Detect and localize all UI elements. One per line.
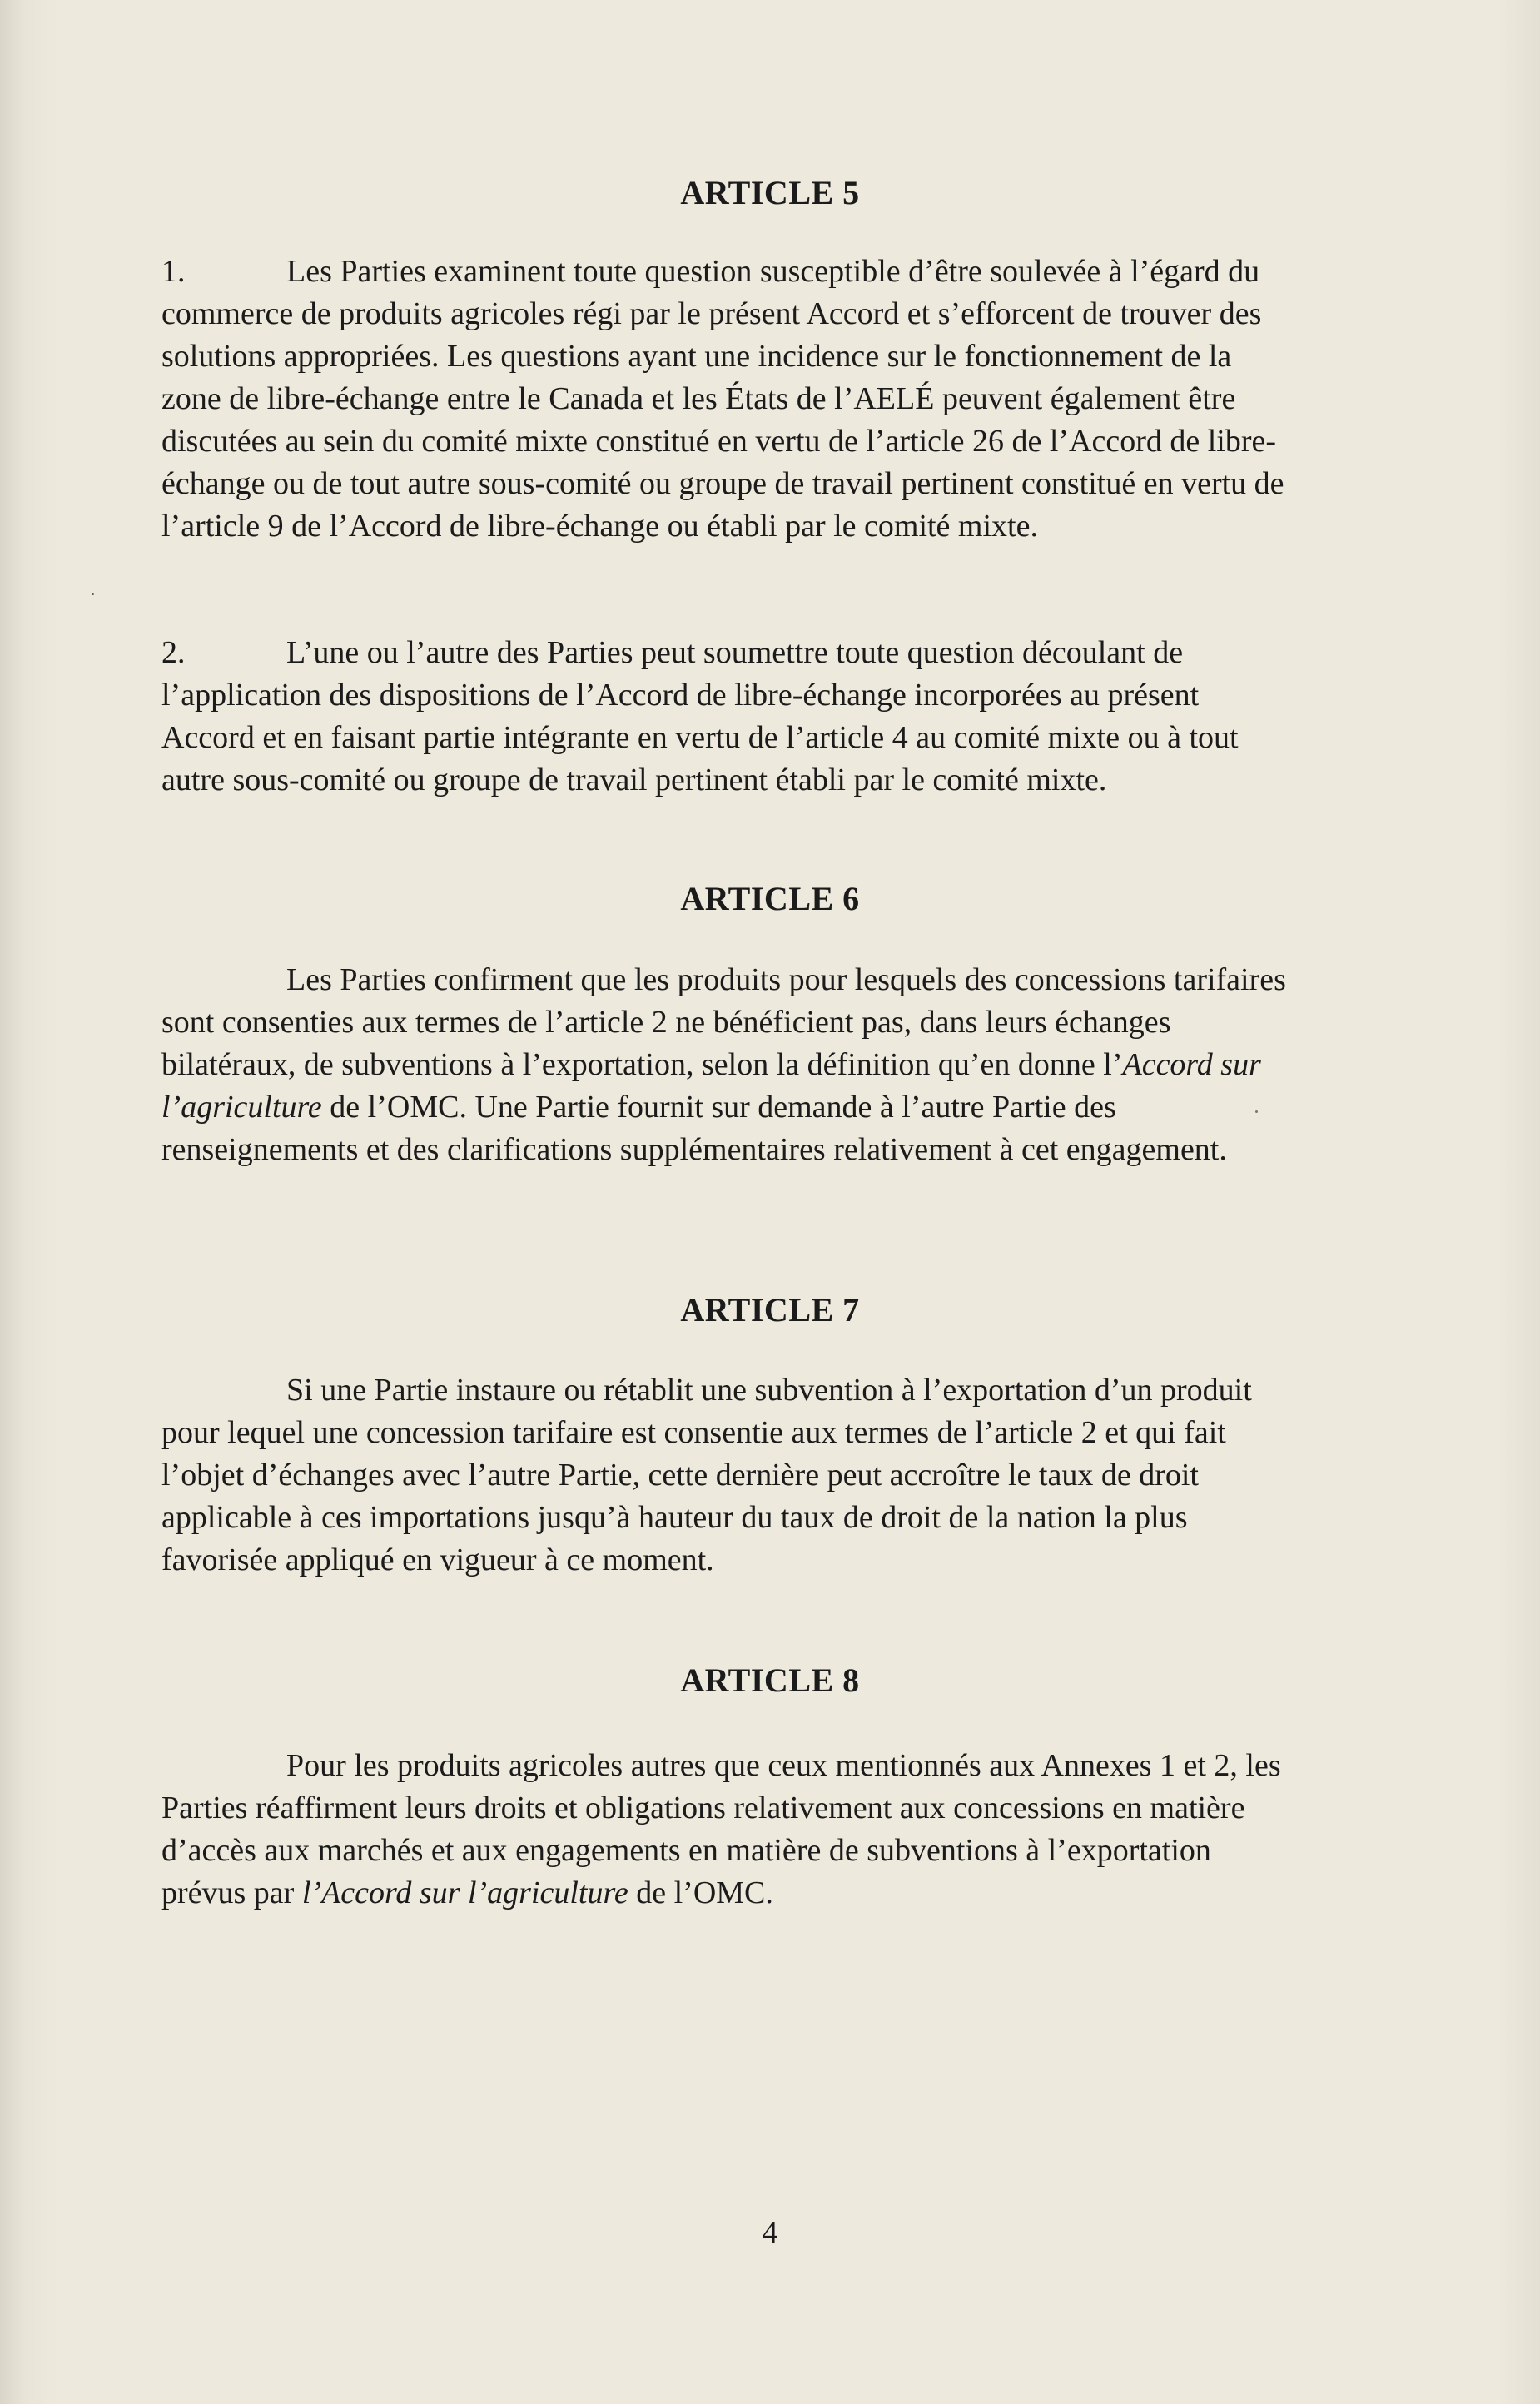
article-5-paragraph-2 bbox=[161, 632, 1294, 802]
article-5-paragraph-1 bbox=[161, 251, 1294, 548]
article-8-title: ARTICLE 8 bbox=[680, 1661, 860, 1699]
article-7-paragraph bbox=[161, 1369, 1294, 1582]
article-7-title: ARTICLE 7 bbox=[680, 1291, 860, 1329]
paragraph-text: Si une Partie instaure ou rétablit une subvention à l’exportation d’un produit pour lequel une concession tarifaire est consentie aux termes de l’article 2 et qui fait l’objet d’échanges avec l’autre Partie, cette dernière peut accroître le taux de droit applicable à ces importations jusqu’à hauteur du taux de droit de la nation la plus favorisée appliqué en vigueur à ce moment. bbox=[161, 1373, 1252, 1577]
article-5-title: ARTICLE 5 bbox=[680, 174, 860, 211]
article-6-paragraph bbox=[161, 959, 1294, 1171]
article-6-title: ARTICLE 6 bbox=[680, 880, 860, 917]
paragraph-text: L’une ou l’autre des Parties peut soumettre toute question découlant de l’application des dispositions de l’Accord de libre-échange incorporées au présent Accord et en faisant partie intégrante en vertu de l’article 4 au comité mixte ou à tout autre sous-comité ou groupe de travail pertinent établi par le comité mixte. bbox=[161, 635, 1239, 797]
paragraph-text: Les Parties confirment que les produits pour lesquels des concessions tarifaires sont consenties aux termes de l’article 2 ne bénéficient pas, dans leurs échanges bilatéraux, de subventions à l’exportation, selon la définition qu’en donne l’ bbox=[161, 962, 1286, 1082]
paragraph-text: Les Parties examinent toute question susceptible d’être soulevée à l’égard du commerce de produits agricoles régi par le présent Accord et s’efforcent de trouver des solutions appropriées. Les questions ayant une incidence sur le fonctionnement de la zone de libre-échange entre le Canada et les États de l’AELÉ peuvent également être discutées au sein du comité mixte constitué en vertu de l’article 26 de l’Accord de libre-échange ou de tout autre sous-comité ou groupe de travail pertinent constitué en vertu de l’article 9 de l’Accord de libre-échange ou établi par le comité mixte. bbox=[161, 254, 1284, 544]
paragraph-number: 1. bbox=[161, 254, 186, 289]
paragraph-text: Pour les produits agricoles autres que ceux mentionnés aux Annexes 1 et 2, les Parties réaffirment leurs droits et obligations relativement aux concessions en matière d’accès aux marchés et aux engagements en matière de subventions à l’exportation prévus par bbox=[161, 1748, 1281, 1910]
margin-mark bbox=[92, 593, 94, 595]
margin-mark bbox=[1255, 1110, 1258, 1113]
paragraph-number: 2. bbox=[161, 635, 186, 670]
paragraph-text-end: de l’OMC. bbox=[628, 1875, 773, 1910]
page-number: 4 bbox=[762, 2215, 778, 2250]
paragraph-text-end: de l’OMC. Une Partie fournit sur demande à l’autre Partie des renseignements et des clarifications supplémentaires relativement à cet engagement. bbox=[161, 1090, 1227, 1167]
italic-title: l’Accord sur l’agriculture bbox=[301, 1875, 628, 1910]
italic-title: Accord sur l’agriculture bbox=[161, 1047, 1261, 1125]
article-8-paragraph bbox=[161, 1745, 1294, 1915]
